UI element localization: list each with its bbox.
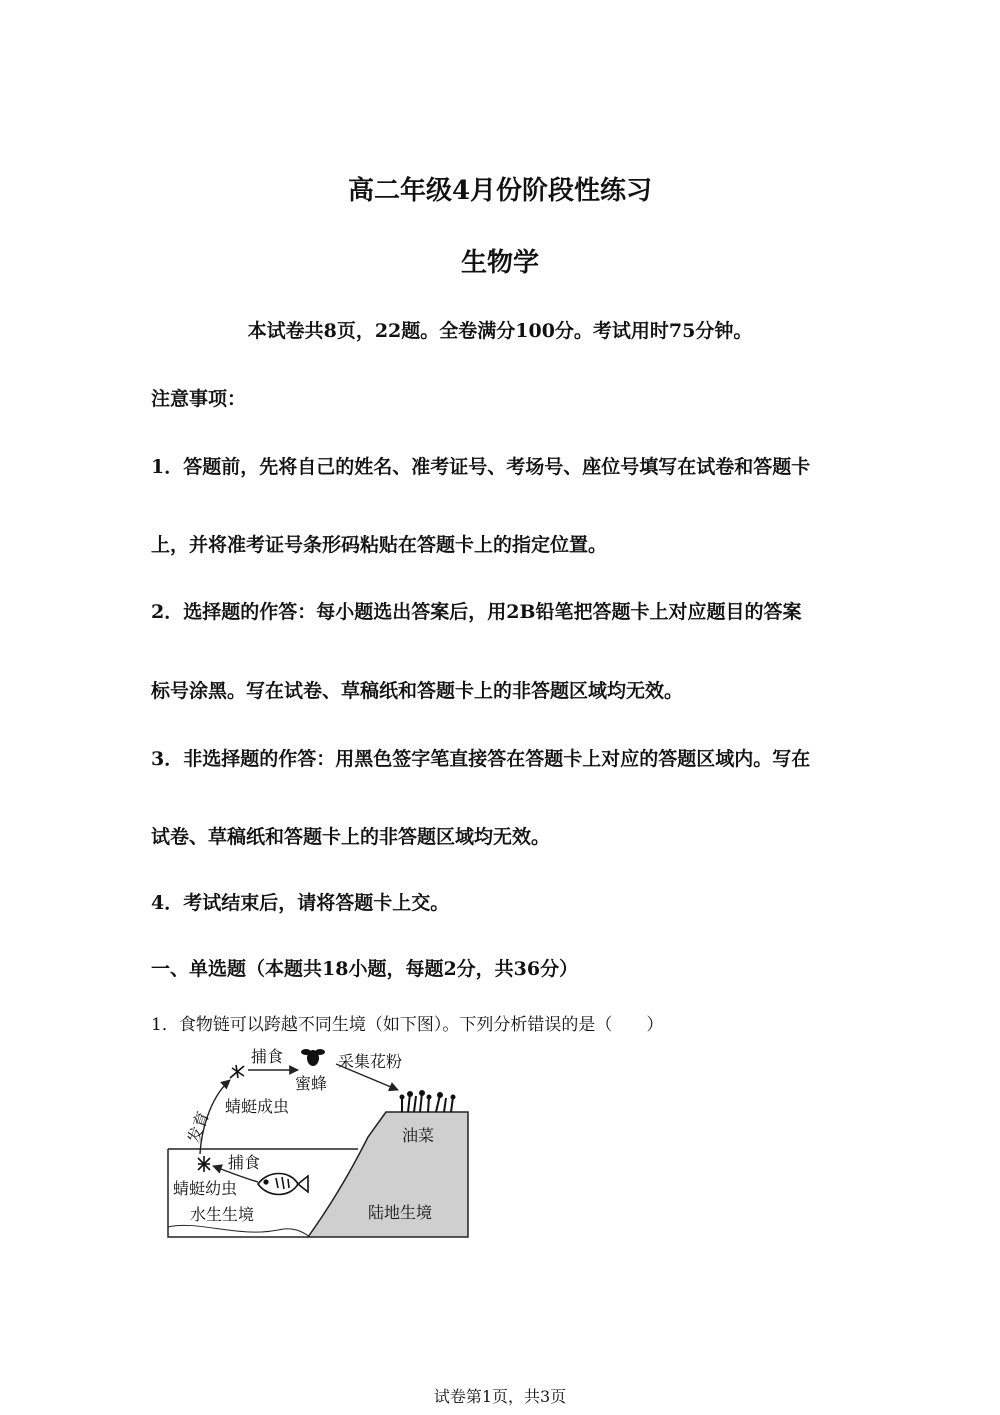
note-line: 2．选择题的作答：每小题选出答案后，用2B铅笔把答题卡上对应题目的答案 — [151, 601, 802, 623]
label-aquatic-habitat: 水生生境 — [190, 1205, 255, 1224]
label-bee: 蜜蜂 — [295, 1074, 328, 1093]
label-dragonfly-larva: 蜻蜓幼虫 — [173, 1179, 238, 1198]
label-collect-pollen: 采集花粉 — [338, 1052, 403, 1071]
subject-title: 生物学 — [460, 248, 539, 278]
question-1-text: 1．食物链可以跨越不同生境（如下图）。下列分析错误的是（ ） — [151, 1015, 664, 1035]
page-title: 高二年级4月份阶段性练习 — [347, 176, 653, 206]
label-prey-1: 捕食 — [251, 1047, 284, 1066]
note-line: 上，并将准考证号条形码粘贴在答题卡上的指定位置。 — [151, 534, 608, 556]
rapeseed-plant-icon — [400, 1090, 456, 1112]
note-line: 4．考试结束后，请将答题卡上交。 — [151, 892, 450, 914]
label-rapeseed: 油菜 — [402, 1126, 435, 1145]
adult-dragonfly-icon — [230, 1065, 244, 1078]
note-line: 1．答题前，先将自己的姓名、准考证号、考场号、座位号填写在试卷和答题卡 — [151, 456, 811, 478]
notes-heading: 注意事项： — [151, 388, 247, 410]
label-land-habitat: 陆地生境 — [368, 1203, 433, 1222]
bee-icon — [301, 1049, 325, 1066]
note-line: 标号涂黑。写在试卷、草稿纸和答题卡上的非答题区域均无效。 — [151, 680, 684, 702]
label-develop: 发育 — [183, 1108, 213, 1146]
exam-info: 本试卷共8页，22题。全卷满分100分。考试用时75分钟。 — [247, 320, 753, 342]
label-adult-dragonfly: 蜻蜓成虫 — [225, 1097, 290, 1116]
note-line: 试卷、草稿纸和答题卡上的非答题区域均无效。 — [151, 826, 551, 848]
food-chain-figure — [158, 1042, 478, 1247]
dragonfly-larva-icon — [198, 1156, 210, 1172]
page-footer: 试卷第1页，共3页 — [433, 1387, 567, 1406]
label-prey-2: 捕食 — [228, 1153, 261, 1172]
fish-icon — [258, 1174, 308, 1195]
note-line: 3．非选择题的作答：用黑色签字笔直接答在答题卡上对应的答题区域内。写在 — [151, 748, 811, 770]
section-heading: 一、单选题（本题共18小题，每题2分，共36分） — [151, 958, 579, 980]
